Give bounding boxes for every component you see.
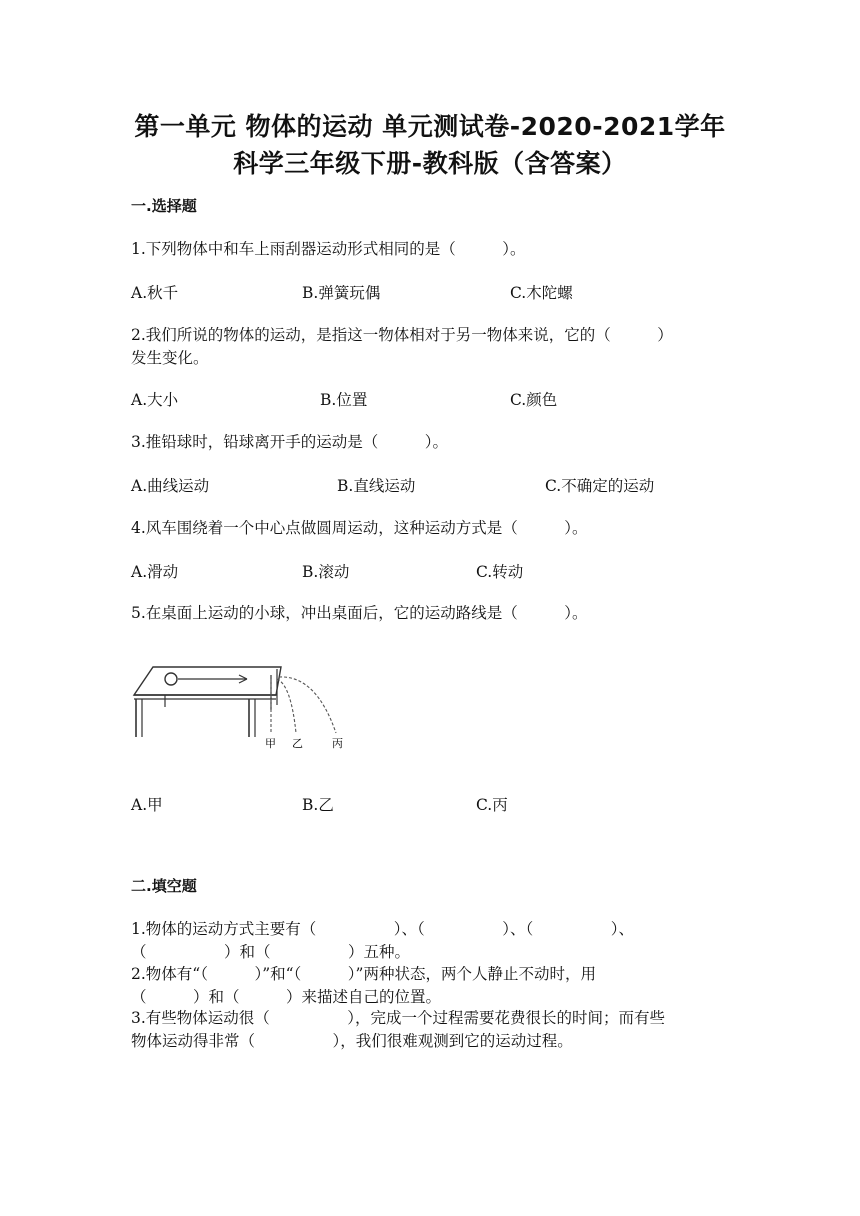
q2-option-c: C.颜色 [510,391,558,409]
question-2-line-1: 2.我们所说的物体的运动，是指这一物体相对于另一物体来说，它的（ ） [131,326,673,344]
title-line-1: 第一单元 物体的运动 单元测试卷-2020-2021学年 [134,112,726,141]
q2-option-b: B.位置 [320,391,368,409]
section-heading-choice: 一.选择题 [131,197,197,215]
fill-1-line-1: 1.物体的运动方式主要有（ ）、（ ）、（ ）、 [131,920,635,938]
q1-option-b: B.弹簧玩偶 [302,284,381,302]
question-2-line-2: 发生变化。 [131,349,209,367]
table-trajectory-figure [131,655,361,750]
q1-option-c: C.木陀螺 [510,284,573,302]
question-1: 1.下列物体中和车上雨刮器运动形式相同的是（ ）。 [131,240,526,258]
title-line-2: 科学三年级下册-教科版（含答案） [233,149,627,178]
q5-option-a: A.甲 [131,796,163,814]
label-bing: 丙 [332,737,343,750]
ball-icon [165,673,177,685]
fill-3-line-1: 3.有些物体运动很（ ），完成一个过程需要花费很长的时间；而有些 [131,1009,666,1027]
q4-option-c: C.转动 [476,563,524,581]
q3-option-c: C.不确定的运动 [545,477,655,495]
fill-2-line-2: （ ）和（ ）来描述自己的位置。 [131,988,442,1006]
q5-option-b: B.乙 [302,796,334,814]
label-jia: 甲 [265,737,276,750]
label-yi: 乙 [292,737,303,750]
table-top [134,667,281,695]
q5-option-c: C.丙 [476,796,508,814]
q1-option-a: A.秋千 [131,284,179,302]
q4-option-a: A.滑动 [131,563,179,581]
section-heading-fill-blank: 二.填空题 [131,877,197,895]
question-5: 5.在桌面上运动的小球，冲出桌面后，它的运动路线是（ ）。 [131,604,588,622]
q3-option-a: A.曲线运动 [131,477,210,495]
fill-3-line-2: 物体运动得非常（ ），我们很难观测到它的运动过程。 [131,1032,573,1050]
q3-option-b: B.直线运动 [337,477,416,495]
fill-2-line-1: 2.物体有“（ ）”和“（ ）”两种状态，两个人静止不动时，用 [131,965,596,983]
question-4: 4.风车围绕着一个中心点做圆周运动，这种运动方式是（ ）。 [131,519,588,537]
q4-option-b: B.滚动 [302,563,350,581]
path-yi [277,679,296,733]
fill-1-line-2: （ ）和（ ）五种。 [131,943,411,961]
q2-option-a: A.大小 [131,391,179,409]
question-3: 3.推铅球时，铅球离开手的运动是（ ）。 [131,433,449,451]
path-bing [279,677,336,733]
